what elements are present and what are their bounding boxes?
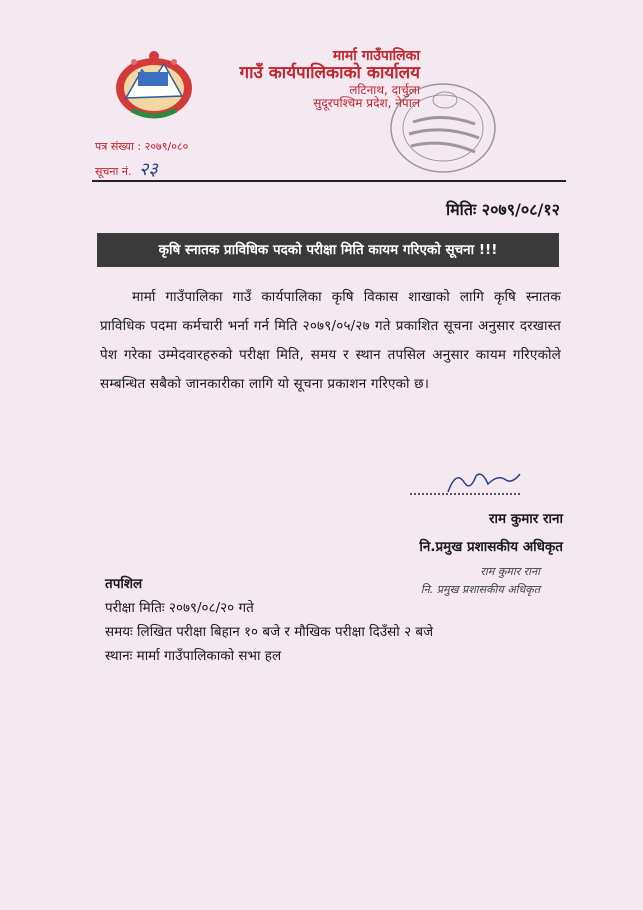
exam-date: परीक्षा मितिः २०७९/०८/२० गते [105,600,254,616]
exam-time: समयः लिखित परीक्षा बिहान १० बजे र मौखिक परीक्षा दिउँसो २ बजे [105,624,434,640]
notice-body-text: मार्मा गाउँपालिका गाउँ कार्यपालिका कृषि विकास शाखाको लागि कृषि स्नातक प्राविधिक पदमा कर्मचारी भर्ना गर्न मिति २०७९/०५/२७ गते प्रकाशित सूचना अनुसार दरखास्त पेश गरेका उम्मेदवारहरुको परीक्षा मिति, समय र स्थान तपसिल अनुसार कायम गरिएकोले सम्बन्धित सबैको जानकारीका लागि यो सूचना प्रकाशन गरिएको छ। [100,289,561,392]
notice-number-label: सूचना नं. [95,164,132,178]
office-seal-icon [383,78,498,176]
notice-number: २३ [138,158,158,180]
signature-mark [408,468,528,498]
municipality-name: मार्मा गाउँपालिका [332,48,420,64]
exam-place: स्थानः मार्मा गाउँपालिकाको सभा हल [105,648,282,664]
signatory-name: राम कुमार राना [489,511,563,527]
header-divider [92,180,566,182]
signatory-title: नि.प्रमुख प्रशासकीय अधिकृत [419,539,563,555]
office-location: लटिनाथ, दार्चुला [349,82,420,97]
exam-details [105,572,575,668]
notice-date: मितिः २०७९/०८/१२ [445,200,560,219]
office-province: सुदूरपश्चिम प्रदेश, नेपाल [313,96,420,111]
reference-block [95,138,188,184]
stamp-title: नि. प्रमुख प्रशासकीय अधिकृत [420,583,540,596]
letter-number: पत्र संख्या : २०७९/०८० [95,140,189,153]
nepal-emblem-icon [112,48,196,122]
details-heading: तपशिल [105,576,143,592]
stamp-name: राम कुमार राना [480,565,540,578]
signatory-block [360,505,563,561]
office-name: गाउँ कार्यपालिकाको कार्यालय [239,63,420,84]
notice-title: कृषि स्नातक प्राविधिक पदको परीक्षा मिति कायम गरिएको सूचना !!! [97,233,559,267]
notice-body [100,283,561,399]
